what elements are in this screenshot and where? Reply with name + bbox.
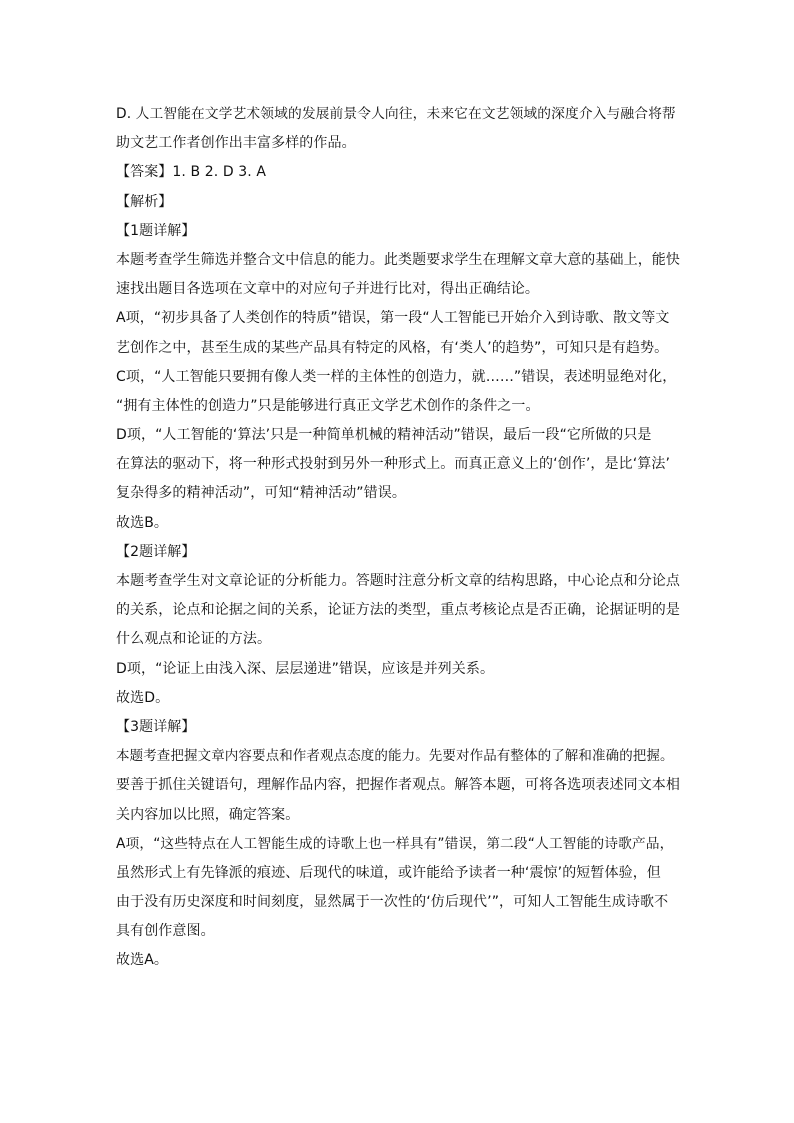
q2-intro-line-1: 本题考查学生对文章论证的分析能力。答题时注意分析文章的结构思路，中心论点和分论点 (116, 573, 680, 589)
q1-d-line-1: D项，“人工智能的‘算法’只是一种简单机械的精神活动”错误，最后一段“它所做的只是 (116, 427, 652, 444)
q2-intro-line-3: 什么观点和论证的方法。 (116, 631, 272, 648)
analysis-heading: 【解析】 (116, 193, 173, 210)
q3-heading: 【3题详解】 (116, 718, 196, 735)
q1-c-line-1: C项，“人工智能只要拥有像人类一样的主体性的创造力，就……”错误，表述明显绝对化， (116, 368, 677, 385)
option-d-line-2: 助文艺工作者创作出丰富多样的作品。 (116, 135, 356, 152)
q3-intro-line-1: 本题考查把握文章内容要点和作者观点态度的能力。先要对作品有整体的了解和准确的把握。 (116, 748, 674, 765)
q1-intro-line-1: 本题考查学生筛选并整合文中信息的能力。此类题要求学生在理解文章大意的基础上，能快 (116, 251, 680, 268)
q3-a-line-3: 由于没有历史深度和时间刻度，显然属于一次性的‘仿后现代’”，可知人工智能生成诗歌不 (116, 894, 669, 911)
q3-intro-line-2: 要善于抓住关键语句，理解作品内容，把握作者观点。解答本题，可将各选项表述同文本相 (116, 777, 680, 794)
option-d-line-1: D. 人工智能在文学艺术领域的发展前景令人向往，未来它在文艺领域的深度介入与融合将帮 (116, 106, 676, 122)
q3-a-line-1: A项，“这些特点在人工智能生成的诗歌上也一样具有”错误，第二段“人工智能的诗歌产品， (116, 835, 674, 852)
q2-heading: 【2题详解】 (116, 543, 196, 560)
q1-conclusion: 故选B。 (116, 514, 169, 531)
q1-a-line-2: 艺创作之中，甚至生成的某些产品具有特定的风格，有‘类人’的趋势”，可知只是有趋势。 (116, 339, 669, 356)
q1-intro-line-2: 速找出题目各选项在文章中的对应句子并进行比对，得出正确结论。 (116, 281, 539, 298)
document-body (116, 100, 682, 976)
q1-d-line-3: 复杂得多的精神活动”，可知“精神活动”错误。 (116, 485, 406, 502)
q3-a-line-4: 具有创作意图。 (116, 923, 215, 940)
q3-conclusion: 故选A。 (116, 952, 168, 969)
q2-d-line: D项，“论证上由浅入深、层层递进”错误，应该是并列关系。 (116, 660, 495, 677)
q1-heading: 【1题详解】 (116, 222, 196, 239)
answer-line: 【答案】1. B 2. D 3. A (116, 164, 267, 181)
q2-intro-line-2: 的关系，论点和论据之间的关系，论证方法的类型，重点考核论点是否正确，论据证明的是 (116, 602, 680, 619)
q1-a-line-1: A项，“初步具备了人类创作的特质”错误，第一段“人工智能已开始介入到诗歌、散文等文 (116, 310, 670, 327)
q3-a-line-2: 虽然形式上有先锋派的痕迹、后现代的味道，或许能给予读者一种‘震惊’的短暂体验，但 (116, 864, 661, 881)
q1-c-line-2: “拥有主体性的创造力”只是能够进行真正文学艺术创作的条件之一。 (116, 397, 540, 414)
q3-intro-line-3: 关内容加以比照，确定答案。 (116, 806, 300, 823)
q2-conclusion: 故选D。 (116, 689, 170, 706)
q1-d-line-2: 在算法的驱动下，将一种形式投射到另外一种形式上。而真正意义上的‘创作’，是比‘算法’ (116, 456, 670, 473)
